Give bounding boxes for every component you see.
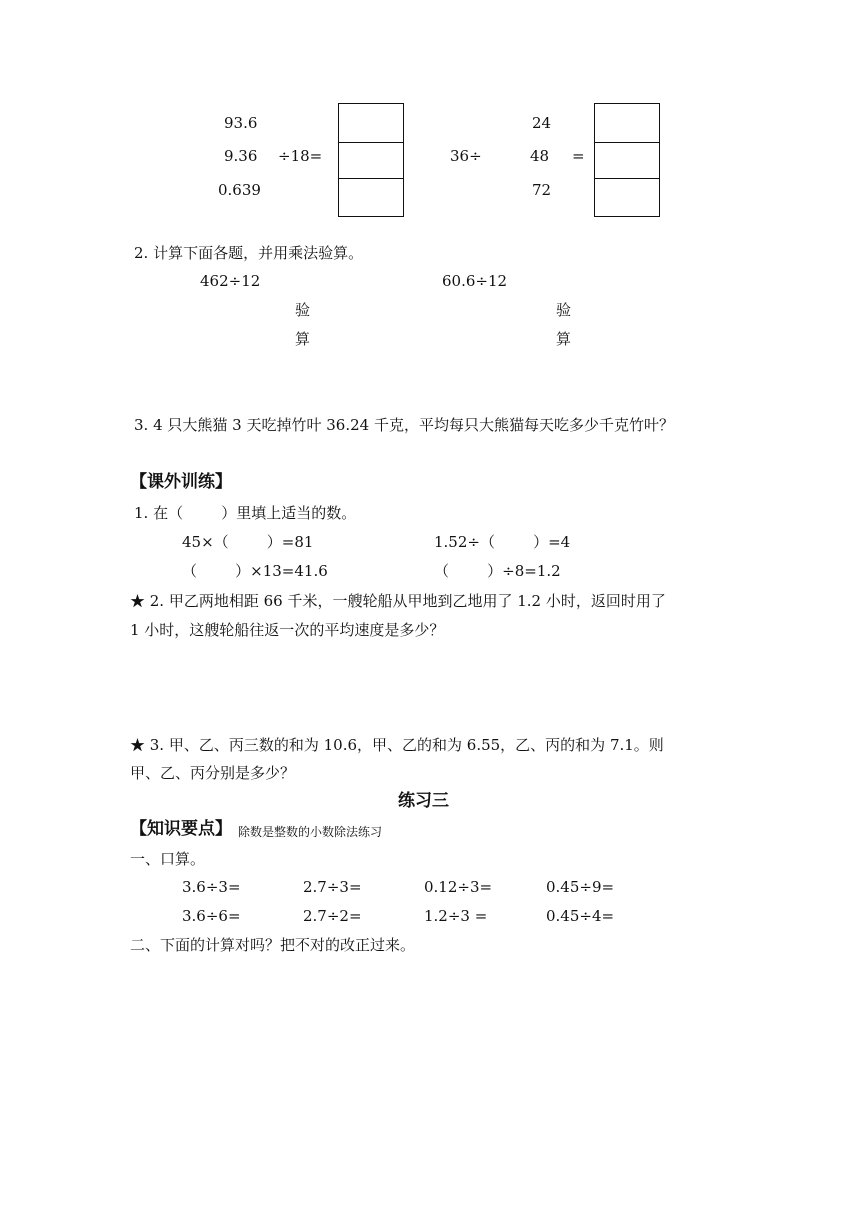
check-label-2a: 验 (556, 301, 572, 319)
extra-heading: 【课外训练】 (130, 472, 232, 492)
extra-q2-line-1: ★ 2. 甲乙两地相距 66 千米，一艘轮船从甲地到乙地用了 1.2 小时，返回时用了 (130, 592, 666, 610)
extra-q3-line-1: ★ 3. 甲、乙、丙三数的和为 10.6，甲、乙的和为 6.55，乙、丙的和为 7.1。则 (130, 736, 664, 754)
q2-expr-2: 60.6÷12 (442, 272, 508, 290)
oral-calc-r1-c4: 0.45÷9= (546, 878, 615, 896)
knowledge-heading: 【知识要点】 (130, 819, 232, 839)
extra-q3-line-2: 甲、乙、丙分别是多少？ (130, 764, 296, 782)
check-label-2b: 算 (556, 330, 572, 348)
answer-boxes-2[interactable] (594, 103, 660, 217)
extra-q1-item-1: 45×（ ）=81 (182, 533, 314, 551)
oral-calc-r1-c1: 3.6÷3= (182, 878, 241, 896)
practice-title: 练习三 (398, 791, 449, 811)
extra-q1-title: 1. 在（ ）里填上适当的数。 (134, 504, 357, 522)
divisor-2: 48 (530, 147, 550, 165)
divisor-1: 24 (532, 114, 552, 132)
check-label-1b: 算 (295, 330, 311, 348)
q2-expr-1: 462÷12 (200, 272, 261, 290)
oral-calc-r2-c3: 1.2÷3 = (424, 907, 488, 925)
dividend-2: 9.36 (224, 147, 258, 165)
q3-text: 3. 4 只大熊猫 3 天吃掉竹叶 36.24 千克，平均每只大熊猫每天吃多少千克竹叶？ (134, 416, 674, 434)
extra-q1-item-3: （ ）×13=41.6 (182, 562, 328, 580)
divisor-3: 72 (532, 181, 552, 199)
extra-q1-item-2: 1.52÷（ ）=4 (434, 533, 571, 551)
oral-calc-r1-c3: 0.12÷3= (424, 878, 493, 896)
knowledge-text: 除数是整数的小数除法练习 (238, 825, 383, 839)
check-label-1a: 验 (295, 301, 311, 319)
answer-boxes-1[interactable] (338, 103, 404, 217)
dividend-1: 93.6 (224, 114, 258, 132)
oral-calc-r2-c1: 3.6÷6= (182, 907, 241, 925)
divide-36-prefix: 36÷ (450, 147, 482, 165)
q2-title: 2. 计算下面各题，并用乘法验算。 (134, 244, 364, 262)
section-oral-calc: 一、口算。 (130, 850, 206, 868)
divide-by-18-operator: ÷18= (278, 147, 323, 165)
section-check-calc: 二、下面的计算对吗？把不对的改正过来。 (130, 936, 416, 954)
oral-calc-r2-c4: 0.45÷4= (546, 907, 615, 925)
extra-q1-item-4: （ ）÷8=1.2 (434, 562, 561, 580)
oral-calc-r2-c2: 2.7÷2= (303, 907, 362, 925)
oral-calc-r1-c2: 2.7÷3= (303, 878, 362, 896)
equals-sign: = (572, 147, 585, 165)
extra-q2-line-2: 1 小时，这艘轮船往返一次的平均速度是多少？ (130, 621, 445, 639)
dividend-3: 0.639 (218, 181, 261, 199)
